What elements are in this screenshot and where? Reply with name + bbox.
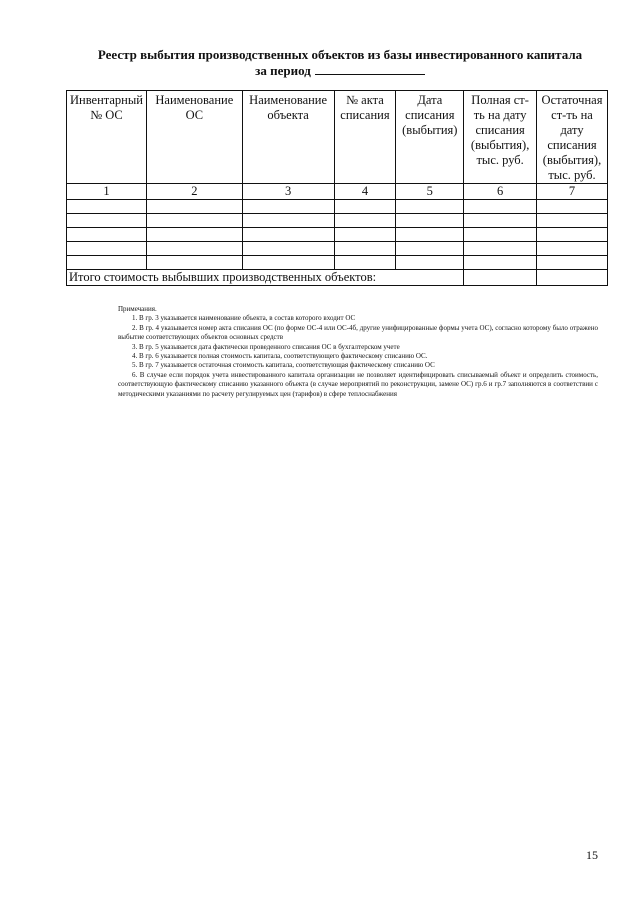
column-number: 7	[537, 184, 608, 200]
table-cell	[146, 242, 242, 256]
document-title	[60, 47, 620, 79]
table-cell	[242, 200, 334, 214]
title-line-2	[60, 63, 620, 79]
table-cell	[146, 214, 242, 228]
table-cell	[396, 228, 464, 242]
table-cell	[464, 214, 537, 228]
note-item: 3. В гр. 5 указывается дата фактически проведенного списания ОС в бухгалтерском учете	[132, 342, 400, 351]
column-number: 5	[396, 184, 464, 200]
table-row	[67, 228, 608, 242]
table-cell	[334, 200, 396, 214]
header-object-name: Наименование объекта	[242, 91, 334, 184]
header-act-number: № акта списания	[334, 91, 396, 184]
table-cell	[537, 228, 608, 242]
table-cell	[146, 200, 242, 214]
table-cell	[334, 228, 396, 242]
table-cell	[464, 200, 537, 214]
note-item: 6. В случае если порядок учета инвестированного капитала организации не позволяет идентифицировать списываемый объект и определить стоимость, соответствующую фактическому списанию указанного объекта (в случае мероприятий по реконструкции, замене ОС) гр.6 и гр.7 заполняются в соответствии с методическими указаниями по расчету регулируемых цен (тарифов) в сфере теплоснабжения	[118, 370, 598, 398]
column-number: 6	[464, 184, 537, 200]
notes-heading: Примечания.	[118, 305, 157, 313]
table-cell	[67, 256, 147, 270]
table-cell	[334, 214, 396, 228]
table-cell	[242, 256, 334, 270]
column-number: 2	[146, 184, 242, 200]
header-writeoff-date: Дата списания (выбытия)	[396, 91, 464, 184]
header-os-name: Наименование ОС	[146, 91, 242, 184]
header-residual-cost: Остаточная ст-ть на дату списания (выбытия), тыс. руб.	[537, 91, 608, 184]
table-cell	[537, 256, 608, 270]
table-cell	[396, 214, 464, 228]
table-cell	[396, 200, 464, 214]
header-inventory-number: Инвентарный № ОС	[67, 91, 147, 184]
table-cell	[67, 242, 147, 256]
table-cell	[537, 214, 608, 228]
table-cell	[396, 242, 464, 256]
period-label: за период	[255, 63, 311, 78]
table-cell	[334, 242, 396, 256]
register-table	[66, 90, 608, 286]
column-number: 4	[334, 184, 396, 200]
table-cell	[146, 256, 242, 270]
table-cell	[67, 228, 147, 242]
table-cell	[242, 242, 334, 256]
table-cell	[146, 228, 242, 242]
total-row	[67, 270, 608, 286]
table-cell	[396, 256, 464, 270]
column-number: 3	[242, 184, 334, 200]
title-line-1: Реестр выбытия производственных объектов из базы инвестированного капитала	[97, 47, 583, 62]
total-label: Итого стоимость выбывших производственных объектов:	[67, 270, 464, 286]
table-row	[67, 256, 608, 270]
note-item: 2. В гр. 4 указывается номер акта списания ОС (по форме ОС-4 или ОС-4б, другие унифицированные формы учета ОС), согласно которому было отражено выбытие соответствующих объектов основных средств	[118, 323, 598, 342]
table-cell	[537, 200, 608, 214]
period-blank-field	[315, 63, 425, 75]
notes-section	[118, 305, 598, 399]
column-number: 1	[67, 184, 147, 200]
page-number: 15	[586, 848, 598, 862]
table-cell	[67, 200, 147, 214]
table-cell	[242, 214, 334, 228]
table-cell	[464, 256, 537, 270]
table-row	[67, 200, 608, 214]
column-number-row	[67, 184, 608, 200]
table-cell	[537, 242, 608, 256]
note-item: 4. В гр. 6 указывается полная стоимость капитала, соответствующего фактическому списанию ОС.	[132, 352, 428, 361]
table-cell	[334, 256, 396, 270]
table-cell	[242, 228, 334, 242]
total-full-cost-cell	[464, 270, 537, 286]
table-cell	[464, 242, 537, 256]
table-row	[67, 242, 608, 256]
header-full-cost: Полная ст-ть на дату списания (выбытия), тыс. руб.	[464, 91, 537, 184]
note-item: 5. В гр. 7 указывается остаточная стоимость капитала, соответствующая фактическому списанию ОС	[132, 361, 435, 370]
header-row	[67, 91, 608, 184]
note-item: 1. В гр. 3 указывается наименование объекта, в состав которого входит ОС	[132, 314, 356, 323]
total-residual-cost-cell	[537, 270, 608, 286]
table-cell	[464, 228, 537, 242]
table-row	[67, 214, 608, 228]
table-cell	[67, 214, 147, 228]
